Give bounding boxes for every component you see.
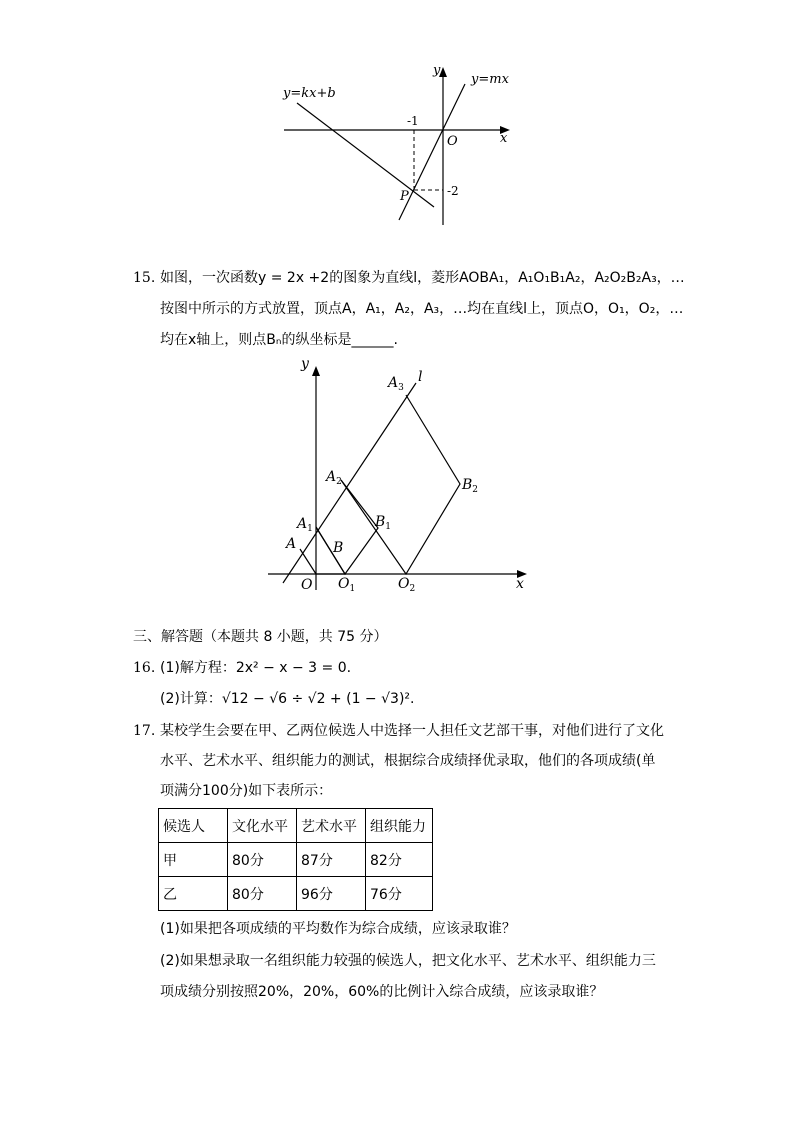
table-header-cell: 艺术水平: [297, 809, 366, 843]
label-O: O: [301, 577, 313, 593]
table-cell: 76分: [366, 877, 433, 911]
label-kx-b: y=kx+b: [283, 86, 336, 101]
label-tick-x: -1: [407, 114, 419, 128]
q16-part-2: (2)计算：√12 − √6 ÷ √2 + (1 − √3)².: [160, 691, 415, 707]
label-B: B: [333, 540, 344, 556]
table-header-row: [159, 809, 433, 843]
table-row: [159, 843, 433, 877]
q17-line-1: 某校学生会要在甲、乙两位候选人中选择一人担任文艺部干事，对他们进行了文化: [160, 723, 664, 739]
table-header-cell: 候选人: [159, 809, 228, 843]
label-O1: $O_1$: [338, 576, 356, 594]
q15-line-1: 如图，一次函数y = 2x +2的图象为直线l，菱形AOBA₁，A₁O₁B₁A₂，A₂O₂B₂A₃，…: [160, 270, 685, 286]
label-line-l: l: [418, 369, 423, 385]
label-point-p: P: [400, 189, 409, 204]
label-A: A: [286, 536, 297, 552]
q17-sub-2: (2)如果想录取一名组织能力较强的候选人，把文化水平、艺术水平、组织能力三: [160, 953, 656, 969]
label-A3: $A_3$: [388, 375, 404, 393]
table-header-cell: 组织能力: [366, 809, 433, 843]
table-cell: 80分: [228, 843, 297, 877]
table-header-cell: 文化水平: [228, 809, 297, 843]
q17-number: 17.: [133, 723, 156, 739]
q17-line-3: 项满分100分)如下表所示：: [160, 783, 333, 799]
figure-linear-functions: [270, 55, 520, 235]
rhombus-3: [341, 395, 460, 574]
table-cell: 96分: [297, 877, 366, 911]
q15-line-3: 均在x轴上，则点Bₙ的纵坐标是______.: [160, 332, 398, 348]
table-cell: 甲: [159, 843, 228, 877]
label-B1: $B_1$: [375, 514, 392, 532]
table-cell: 87分: [297, 843, 366, 877]
label-x-axis: x: [500, 131, 508, 146]
table-row: [159, 877, 433, 911]
line-mx: [399, 84, 465, 220]
q15-number: 15.: [133, 270, 156, 286]
label-A1: $A_1$: [297, 516, 313, 534]
figure-rhombus-sequence: [262, 352, 537, 597]
rhombus-2: [316, 480, 378, 574]
y-axis-arrow: [312, 366, 320, 376]
q17-sub-3: 项成绩分别按照20%，20%，60%的比例计入综合成绩，应该录取谁？: [160, 984, 604, 1000]
label-mx: y=mx: [471, 72, 509, 87]
q17-line-2: 水平、艺术水平、组织能力的测试，根据综合成绩择优录取，他们的各项成绩(单: [160, 753, 656, 769]
label-O2: $O_2$: [398, 576, 416, 594]
q16-part-1: (1)解方程：2x² − x − 3 = 0.: [160, 660, 352, 676]
q17-sub-1: (1)如果把各项成绩的平均数作为综合成绩，应该录取谁？: [160, 921, 516, 937]
label-y-axis: y: [301, 356, 309, 372]
q15-line-2: 按图中所示的方式放置，顶点A，A₁，A₂，A₃，…均在直线l上，顶点O，O₁，O₂，…: [160, 301, 684, 317]
label-x-axis: x: [516, 576, 524, 592]
label-tick-y: -2: [447, 184, 459, 198]
score-table: [158, 808, 433, 911]
q16-number: 16.: [133, 660, 156, 676]
label-y-axis: y: [433, 63, 441, 78]
label-origin: O: [447, 134, 458, 149]
table-cell: 82分: [366, 843, 433, 877]
table-cell: 乙: [159, 877, 228, 911]
section-title: 三、解答题（本题共 8 小题，共 75 分）: [133, 629, 388, 645]
label-A2: $A_2$: [326, 469, 342, 487]
table-cell: 80分: [228, 877, 297, 911]
label-B2: $B_2$: [462, 477, 479, 495]
